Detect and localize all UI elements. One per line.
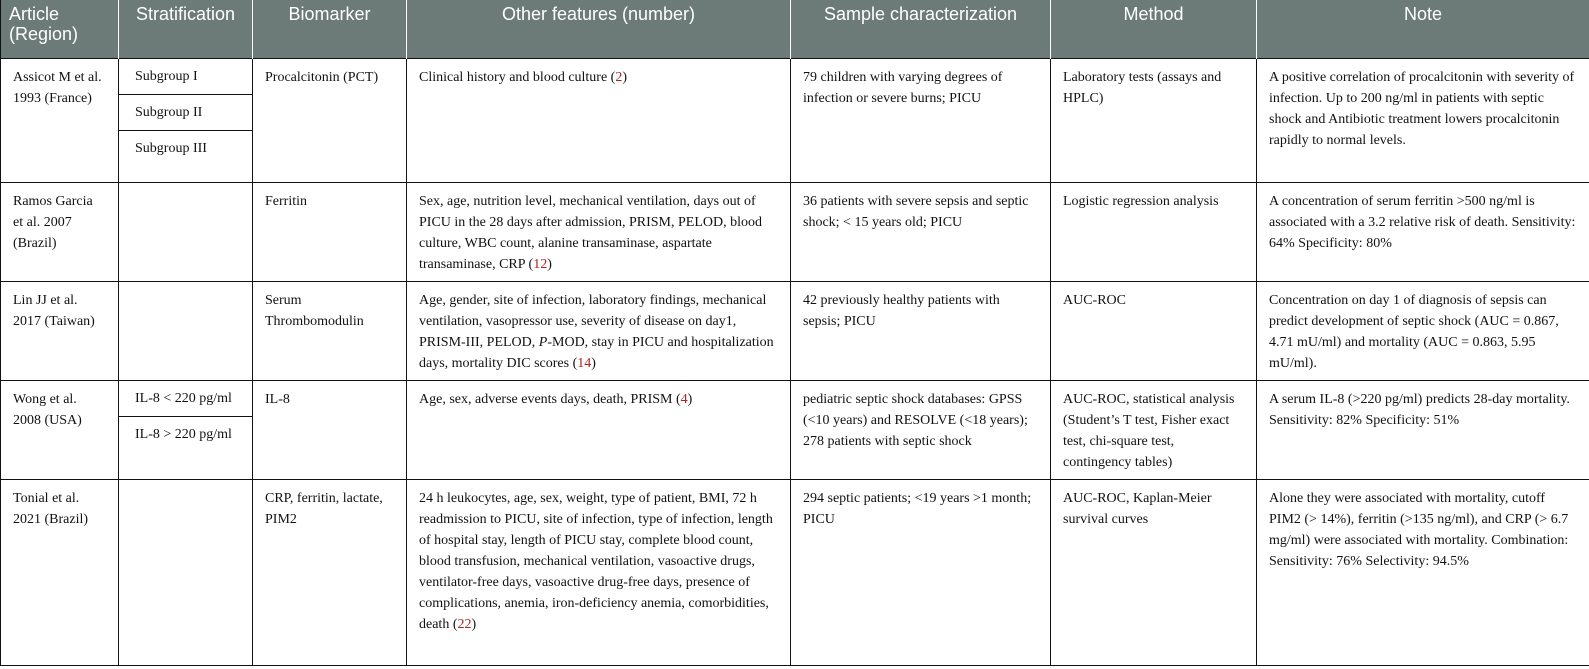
header-row: [1, 0, 1589, 59]
sample-cell: 79 children with varying degrees of infection or severe burns; PICU: [791, 59, 1051, 183]
subgroup-item: IL-8 > 220 pg/ml: [135, 427, 232, 442]
table-row: [1, 381, 1589, 480]
other-features-text-end: ): [687, 392, 693, 407]
stratification-cell: [119, 59, 253, 183]
stratification-cell: [119, 480, 253, 666]
other-features-cell: [407, 282, 791, 381]
biomarker-cell: Ferritin: [253, 183, 407, 282]
biomarker-cell: Procalcitonin (PCT): [253, 59, 407, 183]
method-cell: AUC-ROC, Kaplan-Meier survival curves: [1051, 480, 1257, 666]
other-features-text: 24 h leukocytes, age, sex, weight, type of patient, BMI, 72 h readmission to PICU, site of infection, type of infection, length of hospital stay, length of PICU stay, complete blood count, blood transfusion, mechanical ventilation, vasoactive drugs, ventilator-free days, vasoactive drug-free days, presence of complications, anemia, iron-deficiency anemia, comorbidities, death (: [419, 491, 773, 632]
other-features-cell: [407, 381, 791, 480]
method-cell: AUC-ROC, statistical analysis (Student’s T test, Fisher exact test, chi-square test, contingency tables): [1051, 381, 1257, 480]
header-method: Method: [1051, 0, 1257, 59]
table-row: [1, 282, 1589, 381]
method-cell: Laboratory tests (assays and HPLC): [1051, 59, 1257, 183]
header-biomarker: Biomarker: [253, 0, 407, 59]
method-cell: Logistic regression analysis: [1051, 183, 1257, 282]
other-features-text: Age, gender, site of infection, laboratory findings, mechanical ventilation, vasopressor use, severity of disease on day1, PRISM-III, PELOD,: [419, 293, 767, 350]
subgroup-item: Subgroup II: [119, 95, 252, 131]
article-cell: Assicot M et al. 1993 (France): [1, 59, 119, 183]
other-features-text-end: ): [622, 70, 628, 85]
header-note: Note: [1257, 0, 1589, 59]
header-stratification: Stratification: [119, 0, 253, 59]
reference-link[interactable]: 2: [615, 70, 623, 85]
table-row: [1, 183, 1589, 282]
note-cell: A concentration of serum ferritin >500 ng/ml is associated with a 3.2 relative risk of death. Sensitivity: 64% Specificity: 80%: [1257, 183, 1589, 282]
biomarker-cell: CRP, ferritin, lactate, PIM2: [253, 480, 407, 666]
sample-cell: 36 patients with severe sepsis and septic shock; < 15 years old; PICU: [791, 183, 1051, 282]
other-features-text-end: ): [547, 257, 552, 272]
article-cell: Tonial et al. 2021 (Brazil): [1, 480, 119, 666]
reference-link[interactable]: 22: [457, 617, 472, 632]
other-features-text: Sex, age, nutrition level, mechanical ventilation, days out of PICU in the 28 days after admission, PRISM, PELOD, blood culture, WBC count, alanine transaminase, aspartate transaminase, CRP (: [419, 194, 762, 272]
note-cell: Concentration on day 1 of diagnosis of sepsis can predict development of septic shock (AUC = 0.867, 4.71 mU/ml) and mortality (AUC = 0.863, 5.95 mU/ml).: [1257, 282, 1589, 381]
subgroup-item: Subgroup III: [135, 141, 207, 156]
reference-link[interactable]: 14: [577, 356, 592, 371]
method-cell: AUC-ROC: [1051, 282, 1257, 381]
reference-link[interactable]: 12: [533, 257, 548, 272]
other-features-text-2: -MOD, stay in PICU and hospitalization days, mortality DIC scores (: [419, 335, 774, 371]
stratification-cell: [119, 282, 253, 381]
other-features-text: Clinical history and blood culture (: [419, 70, 616, 85]
other-features-cell: [407, 183, 791, 282]
header-article: Article (Region): [1, 0, 119, 59]
stratification-cell: [119, 381, 253, 480]
table-row: [1, 480, 1589, 666]
table-row: [1, 59, 1589, 183]
article-cell: Lin JJ et al. 2017 (Taiwan): [1, 282, 119, 381]
note-cell: A serum IL-8 (>220 pg/ml) predicts 28-day mortality. Sensitivity: 82% Specificity: 51%: [1257, 381, 1589, 480]
biomarker-cell: Serum Thrombomodulin: [253, 282, 407, 381]
other-features-cell: [407, 480, 791, 666]
note-cell: A positive correlation of procalcitonin with severity of infection. Up to 200 ng/ml in patients with septic shock and Antibiotic treatment lowers procalcitonin rapidly to normal levels.: [1257, 59, 1589, 183]
sample-cell: pediatric septic shock databases: GPSS (<10 years) and RESOLVE (<18 years); 278 patients with septic shock: [791, 381, 1051, 480]
other-features-text-end: ): [471, 617, 477, 632]
header-other-features: Other features (number): [407, 0, 791, 59]
other-features-text-end: ): [591, 356, 596, 371]
article-cell: Ramos Garcia et al. 2007 (Brazil): [1, 183, 119, 282]
sample-cell: 42 previously healthy patients with sepsis; PICU: [791, 282, 1051, 381]
stratification-cell: [119, 183, 253, 282]
other-features-cell: [407, 59, 791, 183]
subgroup-item: IL-8 < 220 pg/ml: [119, 381, 252, 417]
other-features-text: Age, sex, adverse events days, death, PRISM (: [419, 392, 681, 407]
subgroup-item: Subgroup I: [119, 59, 252, 95]
other-features-italic: P: [538, 335, 548, 350]
article-cell: Wong et al. 2008 (USA): [1, 381, 119, 480]
biomarker-cell: IL-8: [253, 381, 407, 480]
header-sample: Sample characterization: [791, 0, 1051, 59]
note-cell: Alone they were associated with mortality, cutoff PIM2 (> 14%), ferritin (>135 ng/ml), and CRP (> 6.7 mg/ml) were associated with mortality. Combination: Sensitivity: 76% Selectivity: 94.5%: [1257, 480, 1589, 666]
reference-link[interactable]: 4: [680, 392, 688, 407]
sample-cell: 294 septic patients; <19 years >1 month; PICU: [791, 480, 1051, 666]
